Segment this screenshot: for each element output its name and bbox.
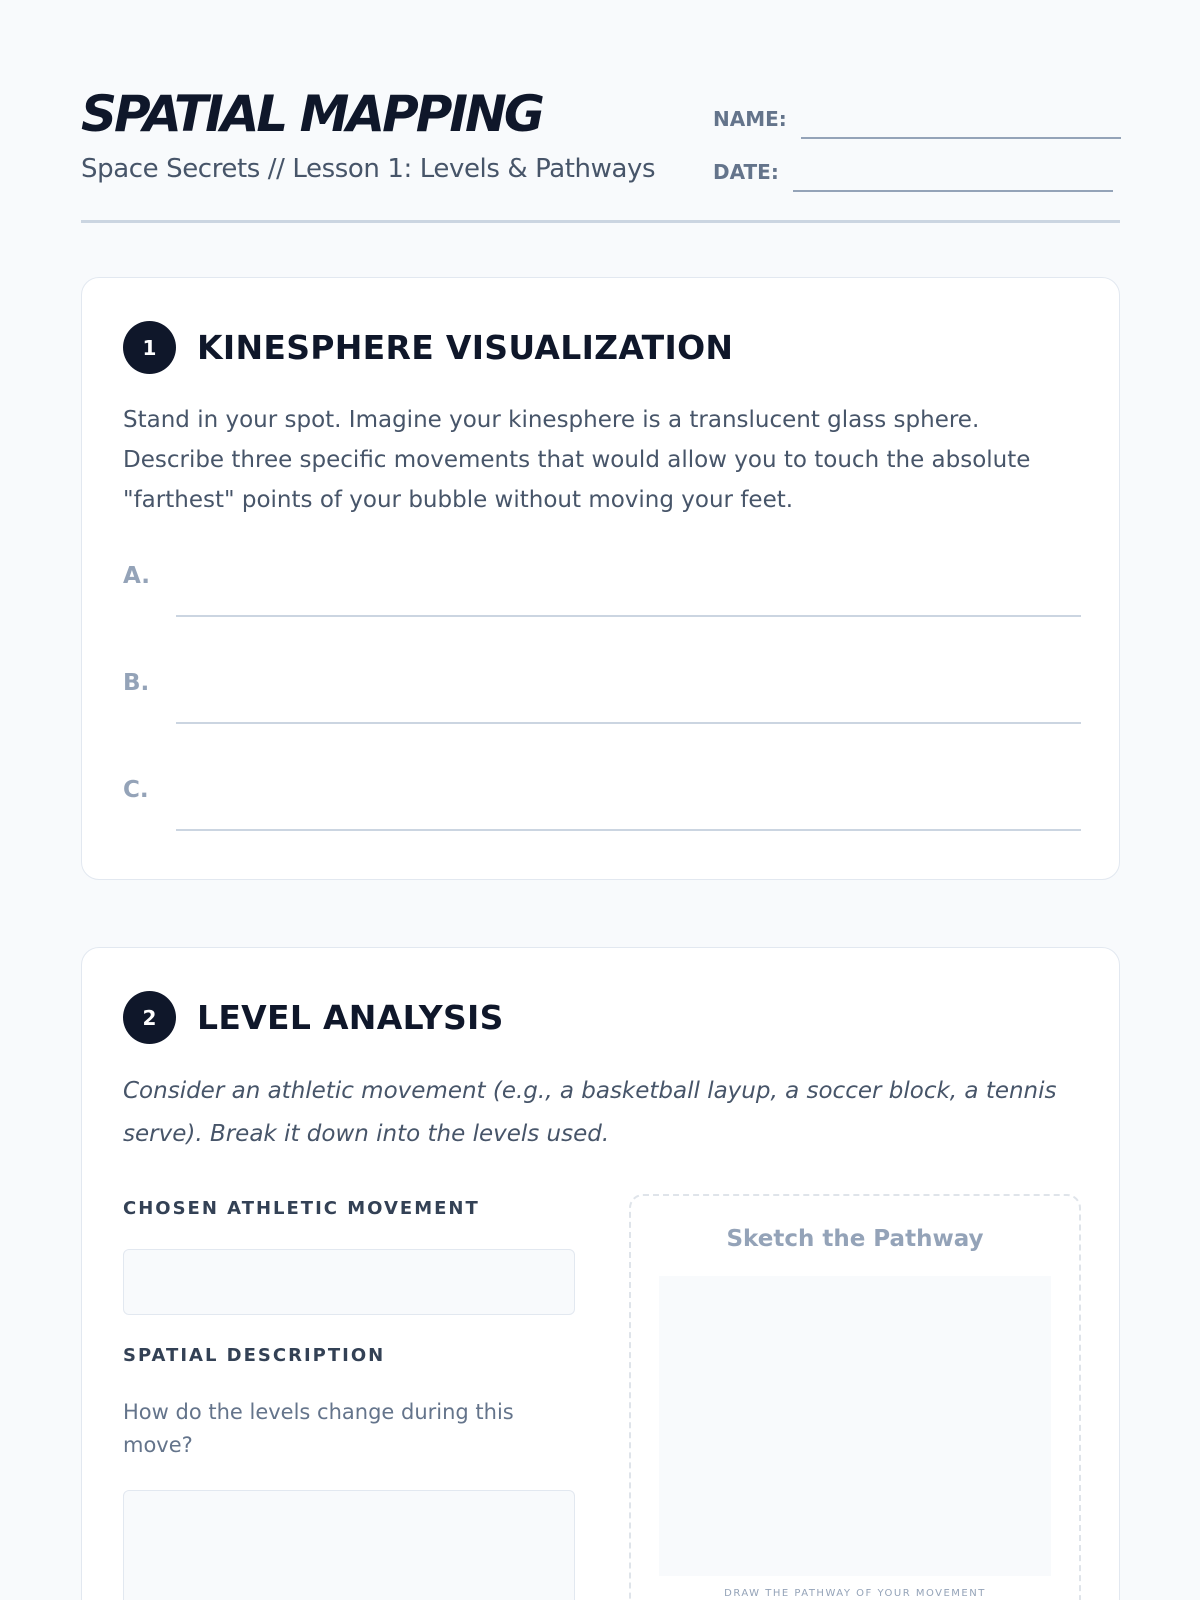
description-help: How do the levels change during this move? [123,1400,514,1457]
movement-input[interactable] [123,1249,575,1315]
movement-label: CHOSEN ATHLETIC MOVEMENT [123,1198,480,1219]
section-number-badge: 1 [123,321,176,374]
sketch-box [629,1194,1081,1600]
description-textarea[interactable] [123,1490,575,1600]
date-field[interactable] [793,190,1113,192]
answer-letter: A. [123,563,150,589]
name-row [713,107,1121,131]
name-label: NAME: [713,107,787,131]
date-row [713,160,1113,184]
sketch-caption: DRAW THE PATHWAY OF YOUR MOVEMENT [724,1588,986,1599]
description-label: SPATIAL DESCRIPTION [123,1345,386,1366]
section-title: KINESPHERE VISUALIZATION [197,328,734,367]
section-number-badge: 2 [123,991,176,1044]
section-kinesphere-card [81,277,1120,880]
date-label: DATE: [713,160,779,184]
section-level-analysis-card [81,947,1120,1600]
answer-letter: B. [123,670,150,696]
worksheet-header [81,82,1120,223]
section-header [123,991,504,1044]
worksheet-title: SPATIAL MAPPING [81,85,542,143]
answer-line-b[interactable] [176,722,1081,724]
section-header [123,321,733,374]
answer-line-a[interactable] [176,615,1081,617]
sketch-title: Sketch the Pathway [726,1226,984,1252]
section-title: LEVEL ANALYSIS [197,998,504,1037]
section-prompt: Consider an athletic movement (e.g., a basketball layup, a soccer block, a tennis serve). Break it down into the levels used. [123,1078,1057,1147]
lesson-subtitle: Space Secrets // Lesson 1: Levels & Pathways [81,154,656,184]
sketch-area[interactable] [659,1276,1051,1576]
answer-letter: C. [123,777,149,803]
answer-line-c[interactable] [176,829,1081,831]
name-field[interactable] [801,137,1121,139]
section-prompt: Stand in your spot. Imagine your kinesphere is a translucent glass sphere. Describe three specific movements that would allow you to touch the absolute "farthest" points of your bubble without moving your feet. [123,407,1031,513]
